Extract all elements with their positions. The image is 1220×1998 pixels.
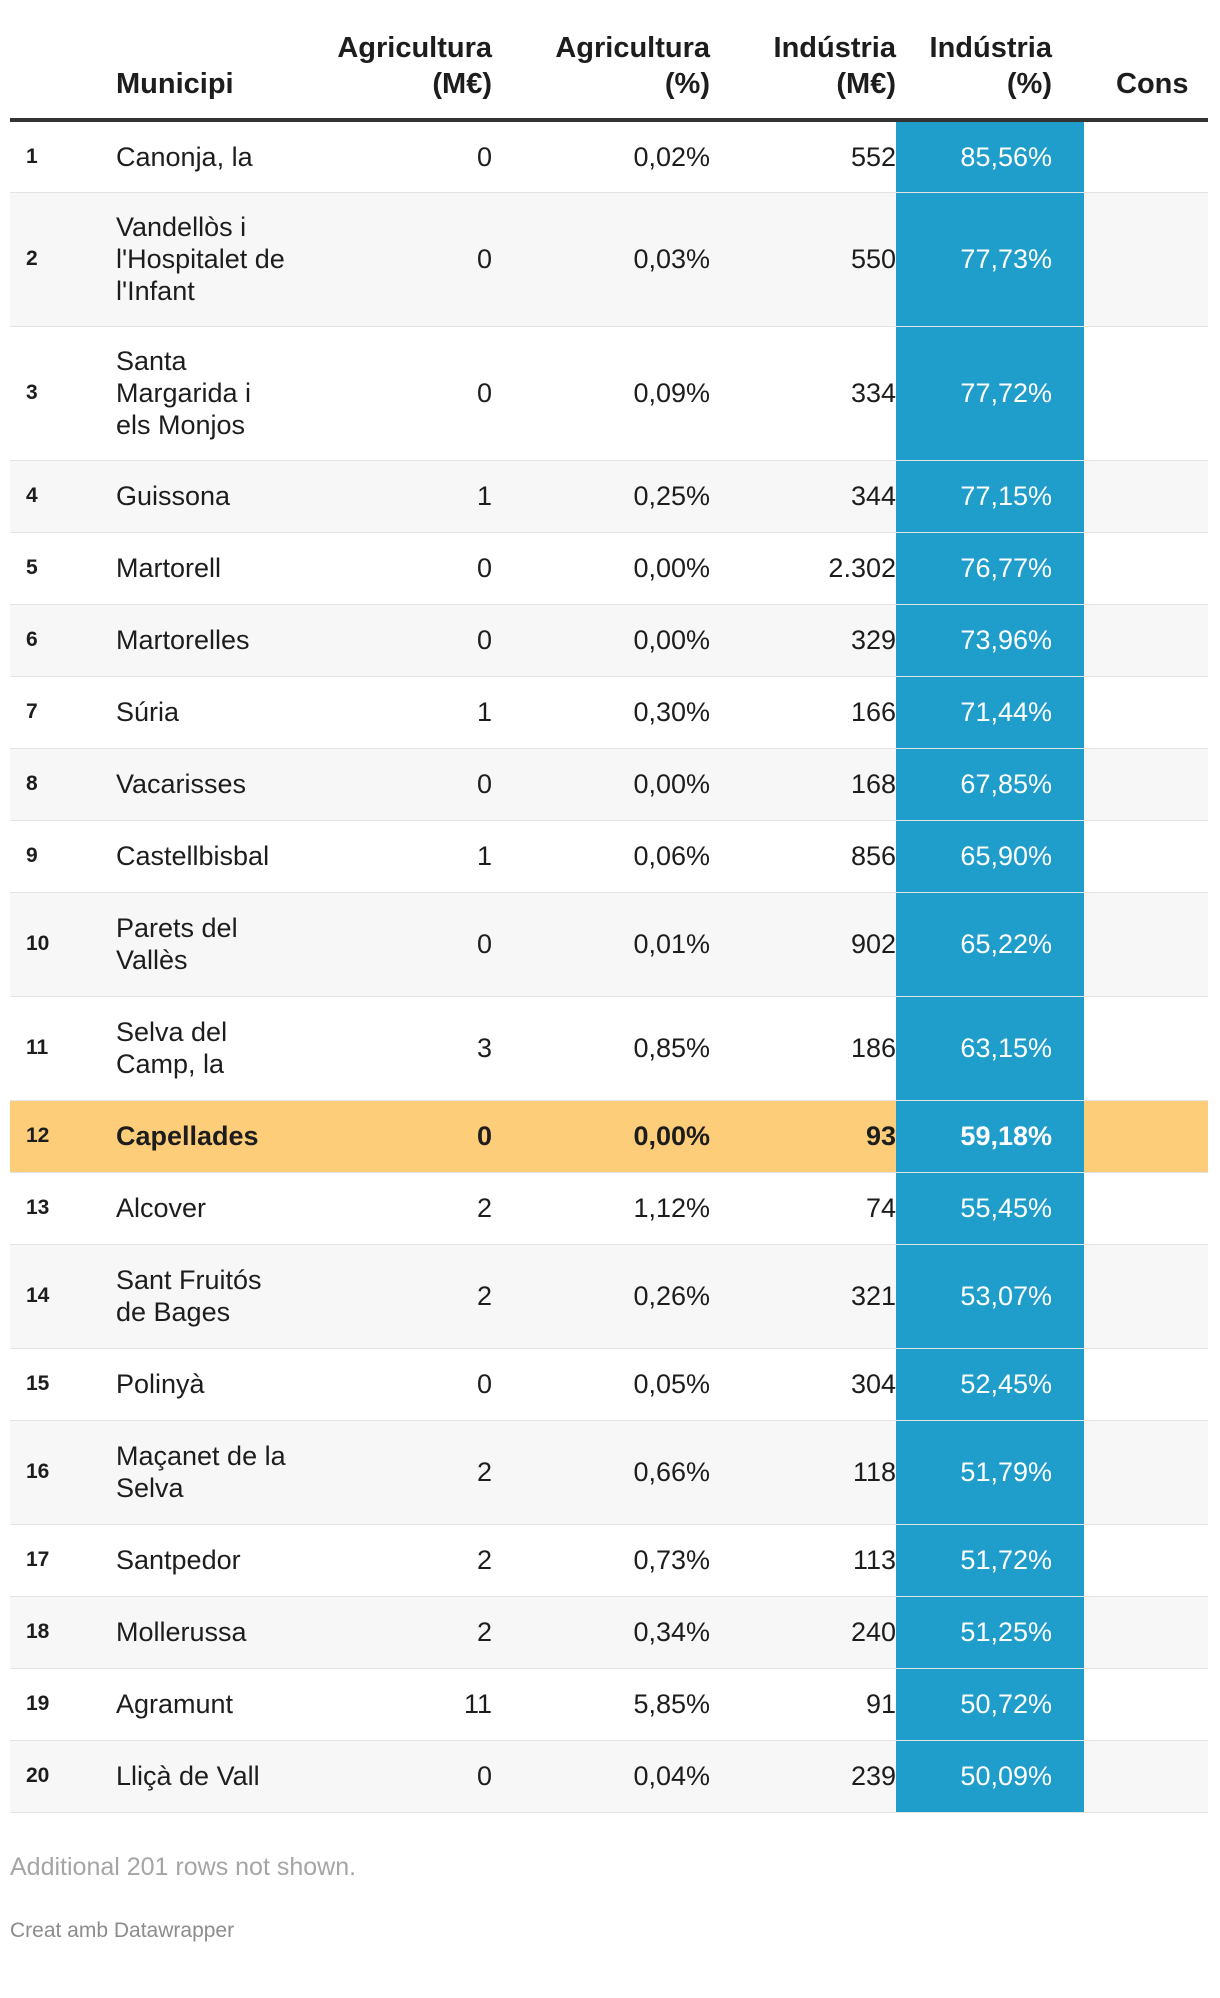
cell-agricultura-meur: 2 [292,1172,492,1244]
data-table [10,0,1208,1813]
cell-cons [1084,460,1208,532]
cell-agricultura-pct: 0,66% [492,1420,710,1524]
cell-rank: 14 [10,1244,102,1348]
cell-cons [1084,1524,1208,1596]
cell-agricultura-pct: 0,02% [492,120,710,192]
table-row [10,676,1208,748]
column-header-agricultura-meur[interactable] [292,0,492,120]
cell-municipi: Martorelles [102,604,292,676]
cell-cons [1084,604,1208,676]
cell-cons [1084,532,1208,604]
header-label-line: Indústria [929,32,1052,64]
table-row [10,192,1208,326]
cell-industria-meur: 552 [710,120,896,192]
cell-industria-pct: 67,85% [896,748,1084,820]
cell-agricultura-meur: 0 [292,748,492,820]
cell-industria-pct: 65,22% [896,892,1084,996]
cell-agricultura-meur: 2 [292,1524,492,1596]
cell-industria-pct: 77,73% [896,192,1084,326]
cell-rank: 1 [10,120,102,192]
cell-industria-meur: 118 [710,1420,896,1524]
cell-rank: 3 [10,326,102,460]
cell-industria-meur: 304 [710,1348,896,1420]
datawrapper-credit[interactable]: Creat amb Datawrapper [10,1919,235,1942]
cell-cons [1084,1244,1208,1348]
table-row [10,1596,1208,1668]
cell-cons [1084,1348,1208,1420]
header-row [10,0,1208,120]
cell-municipi: Maçanet de la Selva [102,1420,292,1524]
cell-rank: 11 [10,996,102,1100]
table-row [10,1172,1208,1244]
cell-agricultura-pct: 0,00% [492,748,710,820]
cell-agricultura-meur: 2 [292,1596,492,1668]
cell-agricultura-meur: 0 [292,120,492,192]
cell-industria-meur: 93 [710,1100,896,1172]
cell-industria-pct: 53,07% [896,1244,1084,1348]
cell-cons [1084,326,1208,460]
cell-industria-meur: 74 [710,1172,896,1244]
cell-municipi: Súria [102,676,292,748]
cell-rank: 17 [10,1524,102,1596]
cell-agricultura-meur: 2 [292,1244,492,1348]
cell-agricultura-meur: 0 [292,1100,492,1172]
cell-industria-meur: 166 [710,676,896,748]
cell-cons [1084,1172,1208,1244]
table-row [10,604,1208,676]
cell-rank: 16 [10,1420,102,1524]
cell-industria-pct: 76,77% [896,532,1084,604]
cell-agricultura-pct: 0,85% [492,996,710,1100]
table-row [10,532,1208,604]
cell-agricultura-meur: 0 [292,532,492,604]
cell-municipi: Santa Margarida i els Monjos [102,326,292,460]
cell-industria-meur: 240 [710,1596,896,1668]
cell-industria-pct: 50,09% [896,1740,1084,1812]
cell-rank: 12 [10,1100,102,1172]
cell-industria-meur: 902 [710,892,896,996]
cell-municipi: Canonja, la [102,120,292,192]
table-row [10,892,1208,996]
cell-agricultura-pct: 0,04% [492,1740,710,1812]
table-row [10,748,1208,820]
cell-rank: 5 [10,532,102,604]
cell-municipi: Sant Fruitós de Bages [102,1244,292,1348]
cell-industria-meur: 91 [710,1668,896,1740]
cell-industria-meur: 168 [710,748,896,820]
cell-rank: 9 [10,820,102,892]
header-label-line: Agricultura [337,32,492,64]
cell-industria-pct: 59,18% [896,1100,1084,1172]
table-row [10,460,1208,532]
cell-agricultura-meur: 0 [292,892,492,996]
table-row [10,326,1208,460]
cell-rank: 15 [10,1348,102,1420]
cell-cons [1084,996,1208,1100]
header-unit-line: (%) [1006,68,1052,100]
column-header-municipi[interactable]: Municipi [102,0,292,120]
cell-municipi: Agramunt [102,1668,292,1740]
cell-cons [1084,1100,1208,1172]
cell-industria-pct: 73,96% [896,604,1084,676]
header-unit-line: (M€) [836,68,896,100]
cell-industria-meur: 321 [710,1244,896,1348]
cell-agricultura-pct: 5,85% [492,1668,710,1740]
table-row-highlighted [10,1100,1208,1172]
cell-agricultura-meur: 0 [292,192,492,326]
cell-industria-pct: 77,15% [896,460,1084,532]
cell-cons [1084,1740,1208,1812]
column-header-industria-meur[interactable] [710,0,896,120]
cell-agricultura-meur: 0 [292,604,492,676]
column-header-cons[interactable]: Cons [1084,0,1208,120]
cell-industria-meur: 186 [710,996,896,1100]
cell-cons [1084,120,1208,192]
cell-cons [1084,676,1208,748]
table-row [10,1740,1208,1812]
table-row [10,996,1208,1100]
header-unit-line: (%) [664,68,710,100]
column-header-rank[interactable] [10,0,102,120]
column-header-agricultura-pct[interactable] [492,0,710,120]
cell-industria-pct: 51,72% [896,1524,1084,1596]
cell-industria-pct: 55,45% [896,1172,1084,1244]
cell-rank: 7 [10,676,102,748]
cell-cons [1084,192,1208,326]
cell-agricultura-meur: 0 [292,326,492,460]
cell-agricultura-pct: 0,00% [492,604,710,676]
cell-municipi: Selva del Camp, la [102,996,292,1100]
cell-agricultura-pct: 0,00% [492,1100,710,1172]
cell-rank: 4 [10,460,102,532]
cell-rank: 18 [10,1596,102,1668]
cell-industria-pct: 52,45% [896,1348,1084,1420]
table-row [10,1420,1208,1524]
cell-municipi: Castellbisbal [102,820,292,892]
cell-cons [1084,892,1208,996]
cell-agricultura-meur: 1 [292,460,492,532]
cell-agricultura-meur: 3 [292,996,492,1100]
cell-industria-meur: 550 [710,192,896,326]
table-header [10,0,1208,120]
cell-agricultura-meur: 2 [292,1420,492,1524]
cell-municipi: Vandellòs i l'Hospitalet de l'Infant [102,192,292,326]
cell-municipi: Mollerussa [102,1596,292,1668]
table-row [10,1524,1208,1596]
cell-agricultura-meur: 0 [292,1348,492,1420]
cell-agricultura-meur: 11 [292,1668,492,1740]
cell-municipi: Parets del Vallès [102,892,292,996]
cell-municipi: Martorell [102,532,292,604]
table-body [10,120,1208,1812]
cell-industria-pct: 65,90% [896,820,1084,892]
cell-agricultura-pct: 1,12% [492,1172,710,1244]
cell-rank: 13 [10,1172,102,1244]
cell-agricultura-pct: 0,09% [492,326,710,460]
table-row [10,1244,1208,1348]
cell-rank: 19 [10,1668,102,1740]
rows-not-shown-note: Additional 201 rows not shown. [10,1853,357,1881]
cell-cons [1084,820,1208,892]
cell-rank: 8 [10,748,102,820]
cell-industria-pct: 71,44% [896,676,1084,748]
cell-industria-pct: 85,56% [896,120,1084,192]
cell-agricultura-meur: 0 [292,1740,492,1812]
cell-industria-meur: 334 [710,326,896,460]
cell-municipi: Alcover [102,1172,292,1244]
header-unit-line: (M€) [432,68,492,100]
header-label-line: Indústria [773,32,896,64]
cell-municipi: Lliçà de Vall [102,1740,292,1812]
cell-industria-pct: 77,72% [896,326,1084,460]
cell-industria-pct: 51,79% [896,1420,1084,1524]
cell-agricultura-pct: 0,05% [492,1348,710,1420]
cell-agricultura-pct: 0,00% [492,532,710,604]
cell-industria-meur: 239 [710,1740,896,1812]
cell-agricultura-pct: 0,26% [492,1244,710,1348]
cell-municipi: Guissona [102,460,292,532]
cell-rank: 2 [10,192,102,326]
cell-rank: 20 [10,1740,102,1812]
cell-rank: 10 [10,892,102,996]
cell-industria-meur: 113 [710,1524,896,1596]
cell-industria-pct: 63,15% [896,996,1084,1100]
cell-industria-pct: 51,25% [896,1596,1084,1668]
cell-agricultura-pct: 0,30% [492,676,710,748]
cell-agricultura-pct: 0,73% [492,1524,710,1596]
cell-cons [1084,1596,1208,1668]
table-row [10,1668,1208,1740]
cell-cons [1084,1420,1208,1524]
table-container [10,0,1208,1872]
cell-municipi: Vacarisses [102,748,292,820]
cell-industria-meur: 856 [710,820,896,892]
cell-municipi: Santpedor [102,1524,292,1596]
cell-industria-meur: 344 [710,460,896,532]
cell-cons [1084,748,1208,820]
cell-agricultura-meur: 1 [292,676,492,748]
cell-cons [1084,1668,1208,1740]
cell-agricultura-pct: 0,34% [492,1596,710,1668]
cell-municipi: Polinyà [102,1348,292,1420]
header-label-line: Agricultura [555,32,710,64]
table-row [10,1348,1208,1420]
table-row [10,120,1208,192]
cell-rank: 6 [10,604,102,676]
cell-industria-meur: 2.302 [710,532,896,604]
cell-agricultura-meur: 1 [292,820,492,892]
cell-industria-pct: 50,72% [896,1668,1084,1740]
cell-agricultura-pct: 0,06% [492,820,710,892]
cell-agricultura-pct: 0,01% [492,892,710,996]
cell-industria-meur: 329 [710,604,896,676]
table-row [10,820,1208,892]
cell-agricultura-pct: 0,03% [492,192,710,326]
cell-municipi: Capellades [102,1100,292,1172]
cell-agricultura-pct: 0,25% [492,460,710,532]
column-header-industria-pct[interactable] [896,0,1084,120]
